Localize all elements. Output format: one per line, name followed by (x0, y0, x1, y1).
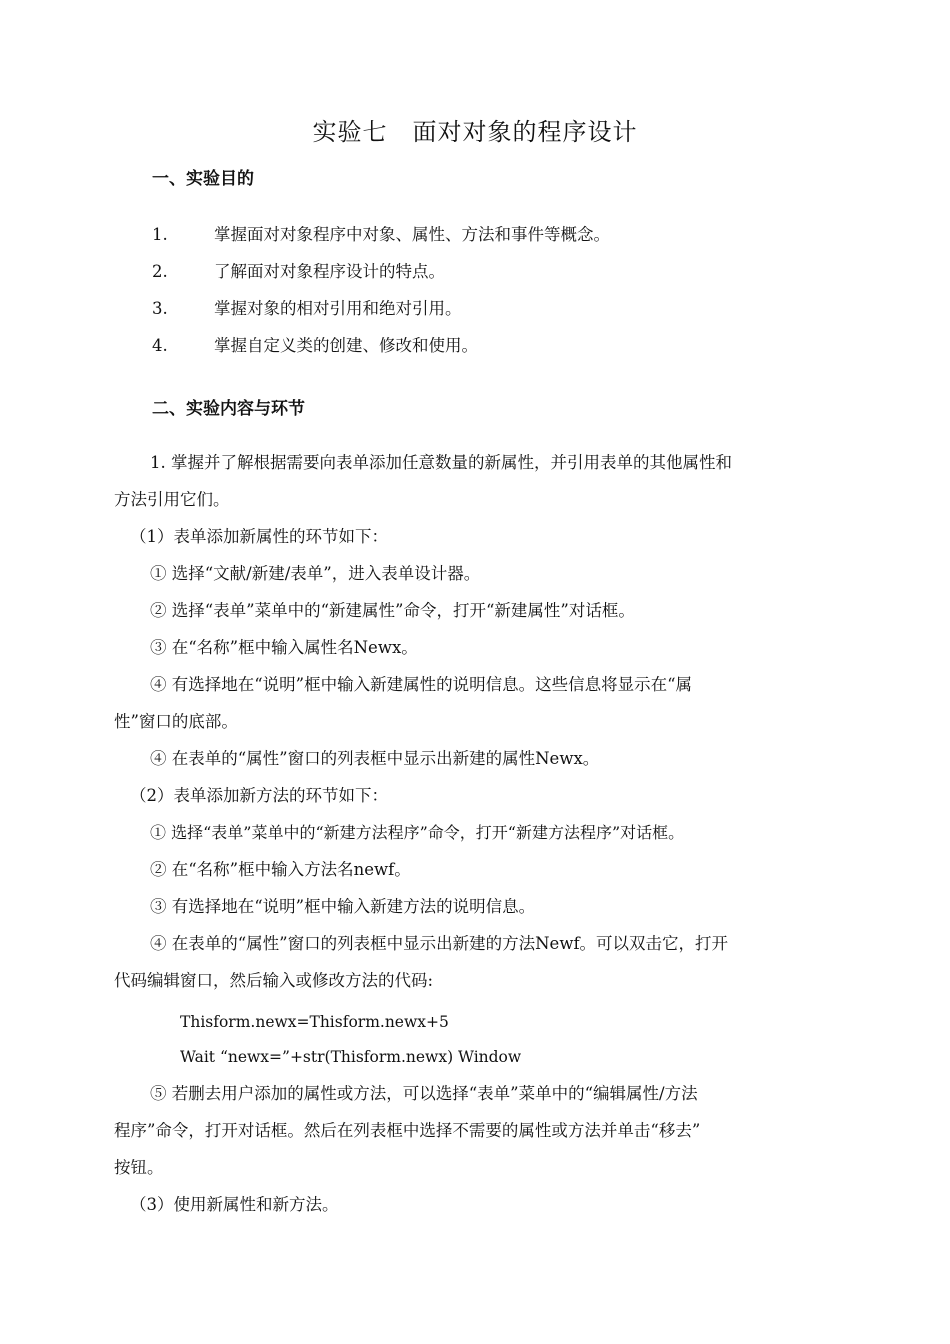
paragraph-line: ⑤ 若删去用户添加的属性或方法，可以选择“表单”菜单中的“编辑属性/方法 (150, 1084, 698, 1103)
paragraph-line: ③ 有选择地在“说明”框中输入新建方法的说明信息。 (150, 897, 536, 916)
list-item-number: 2. (152, 262, 168, 281)
list-item-number: 1. (152, 225, 168, 244)
page-title: 实验七 面对对象的程序设计 (312, 118, 638, 146)
paragraph-line: （2）表单添加新方法的环节如下： (130, 786, 388, 805)
paragraph-line: 程序”命令，打开对话框。然后在列表框中选择不需要的属性或方法并单击“移去” (114, 1121, 701, 1140)
paragraph-line: ① 选择“表单”菜单中的“新建方法程序”命令，打开“新建方法程序”对话框。 (150, 823, 685, 842)
section-heading-purpose: 一、实验目的 (152, 169, 254, 189)
paragraph-line: 1. 掌握并了解根据需要向表单添加任意数量的新属性，并引用表单的其他属性和 (150, 453, 732, 472)
section-heading-content: 二、实验内容与环节 (152, 399, 305, 419)
paragraph-line: ④ 在表单的“属性”窗口的列表框中显示出新建的属性Newx。 (150, 749, 600, 768)
paragraph-line: ④ 有选择地在“说明”框中输入新建属性的说明信息。这些信息将显示在“属 (150, 675, 693, 694)
paragraph-line: 性”窗口的底部。 (114, 712, 238, 731)
paragraph-line: 按钮。 (114, 1158, 164, 1177)
code-line: Wait “newx=”+str(Thisform.newx) Window (180, 1048, 522, 1066)
paragraph-line: ④ 在表单的“属性”窗口的列表框中显示出新建的方法Newf。可以双击它，打开 (150, 934, 729, 953)
paragraph-line: （1）表单添加新属性的环节如下： (130, 527, 388, 546)
paragraph-line: ③ 在“名称”框中输入属性名Newx。 (150, 638, 418, 657)
list-item-text: 了解面对对象程序设计的特点。 (214, 262, 445, 281)
list-item-text: 掌握面对对象程序中对象、属性、方法和事件等概念。 (214, 225, 610, 244)
paragraph-line: ① 选择“文献/新建/表单”，进入表单设计器。 (150, 564, 481, 583)
list-item-number: 3. (152, 299, 168, 318)
paragraph-line: （3）使用新属性和新方法。 (130, 1195, 339, 1214)
list-item-number: 4. (152, 336, 168, 355)
paragraph-line: 代码编辑窗口，然后输入或修改方法的代码: (114, 971, 434, 990)
paragraph-line: ② 选择“表单”菜单中的“新建属性”命令，打开“新建属性”对话框。 (150, 601, 635, 620)
list-item-text: 掌握自定义类的创建、修改和使用。 (214, 336, 478, 355)
list-item-text: 掌握对象的相对引用和绝对引用。 (214, 299, 462, 318)
paragraph-line: 方法引用它们。 (114, 490, 230, 509)
code-line: Thisform.newx=Thisform.newx+5 (180, 1013, 449, 1031)
paragraph-line: ② 在“名称”框中输入方法名newf。 (150, 860, 411, 879)
